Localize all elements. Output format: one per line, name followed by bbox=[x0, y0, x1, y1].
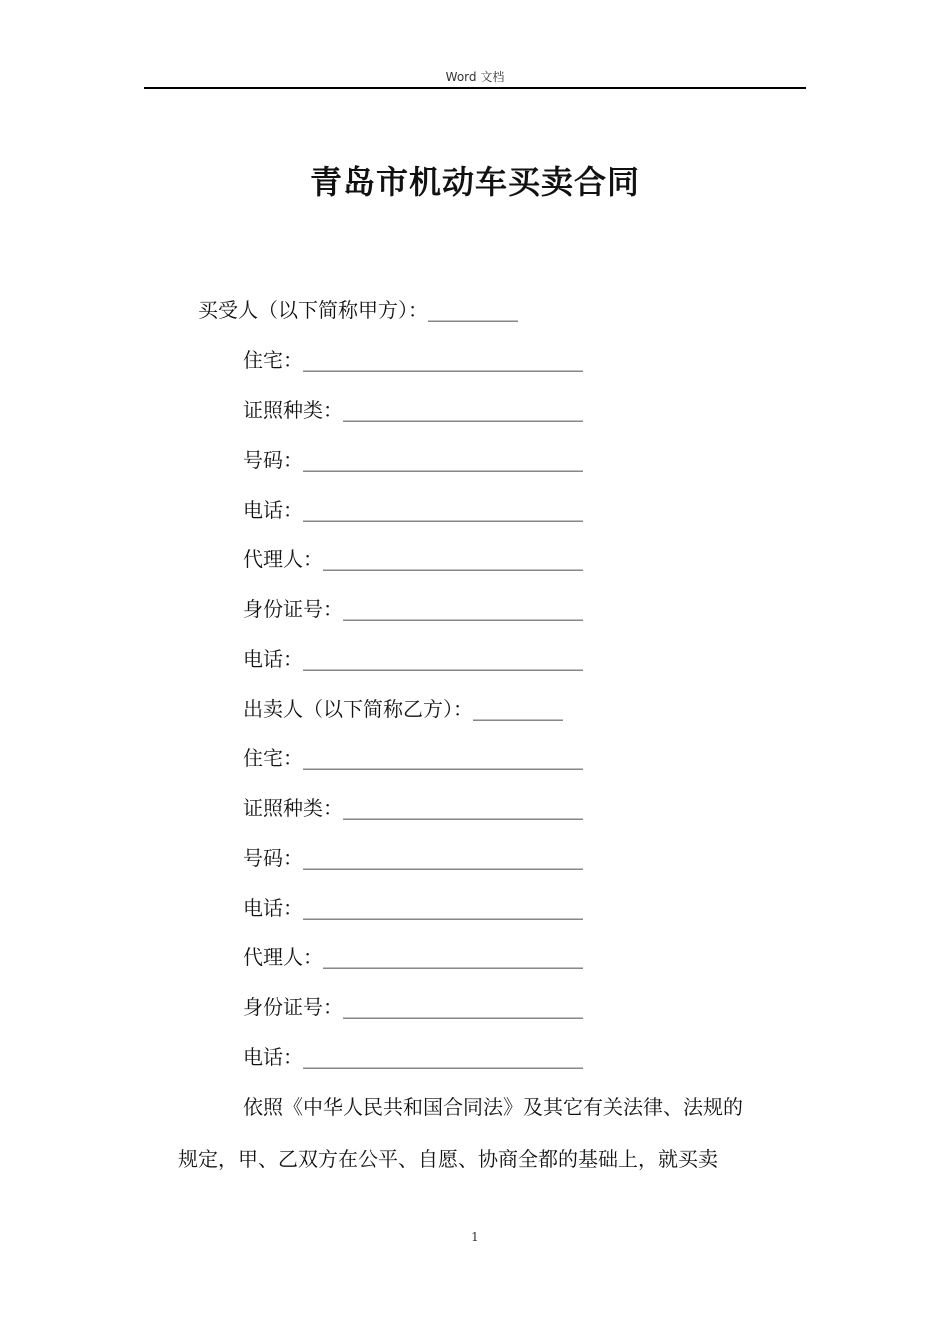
buyer-id-number-field: 号码：____________________________ bbox=[243, 448, 583, 472]
body-paragraph-line-2: 规定，甲、乙双方在公平、自愿、协商全都的基础上，就买卖 bbox=[178, 1147, 718, 1171]
buyer-address-field: 住宅：____________________________ bbox=[243, 348, 583, 372]
page-number: 1 bbox=[471, 1230, 479, 1244]
buyer-heading: 买受人（以下简称甲方）：_________ bbox=[198, 298, 518, 322]
buyer-id-type-field: 证照种类：________________________ bbox=[243, 398, 583, 422]
seller-heading: 出卖人（以下简称乙方）：_________ bbox=[243, 697, 563, 721]
buyer-agent-id-field: 身份证号：________________________ bbox=[243, 597, 583, 621]
seller-phone-field: 电话：____________________________ bbox=[243, 896, 583, 920]
seller-agent-phone-field: 电话：____________________________ bbox=[243, 1045, 583, 1069]
body-paragraph-line-1: 依照《中华人民共和国合同法》及其它有关法律、法规的 bbox=[243, 1095, 743, 1119]
header-divider bbox=[144, 87, 806, 89]
page-header-text: Word 文档 bbox=[445, 70, 505, 84]
seller-id-number-field: 号码：____________________________ bbox=[243, 846, 583, 870]
document-title: 青岛市机动车买卖合同 bbox=[309, 163, 640, 201]
buyer-agent-phone-field: 电话：____________________________ bbox=[243, 647, 583, 671]
seller-id-type-field: 证照种类：________________________ bbox=[243, 796, 583, 820]
buyer-agent-field: 代理人：__________________________ bbox=[243, 547, 583, 571]
buyer-phone-field: 电话：____________________________ bbox=[243, 498, 583, 522]
seller-address-field: 住宅：____________________________ bbox=[243, 746, 583, 770]
seller-agent-id-field: 身份证号：________________________ bbox=[243, 995, 583, 1019]
seller-agent-field: 代理人：__________________________ bbox=[243, 945, 583, 969]
